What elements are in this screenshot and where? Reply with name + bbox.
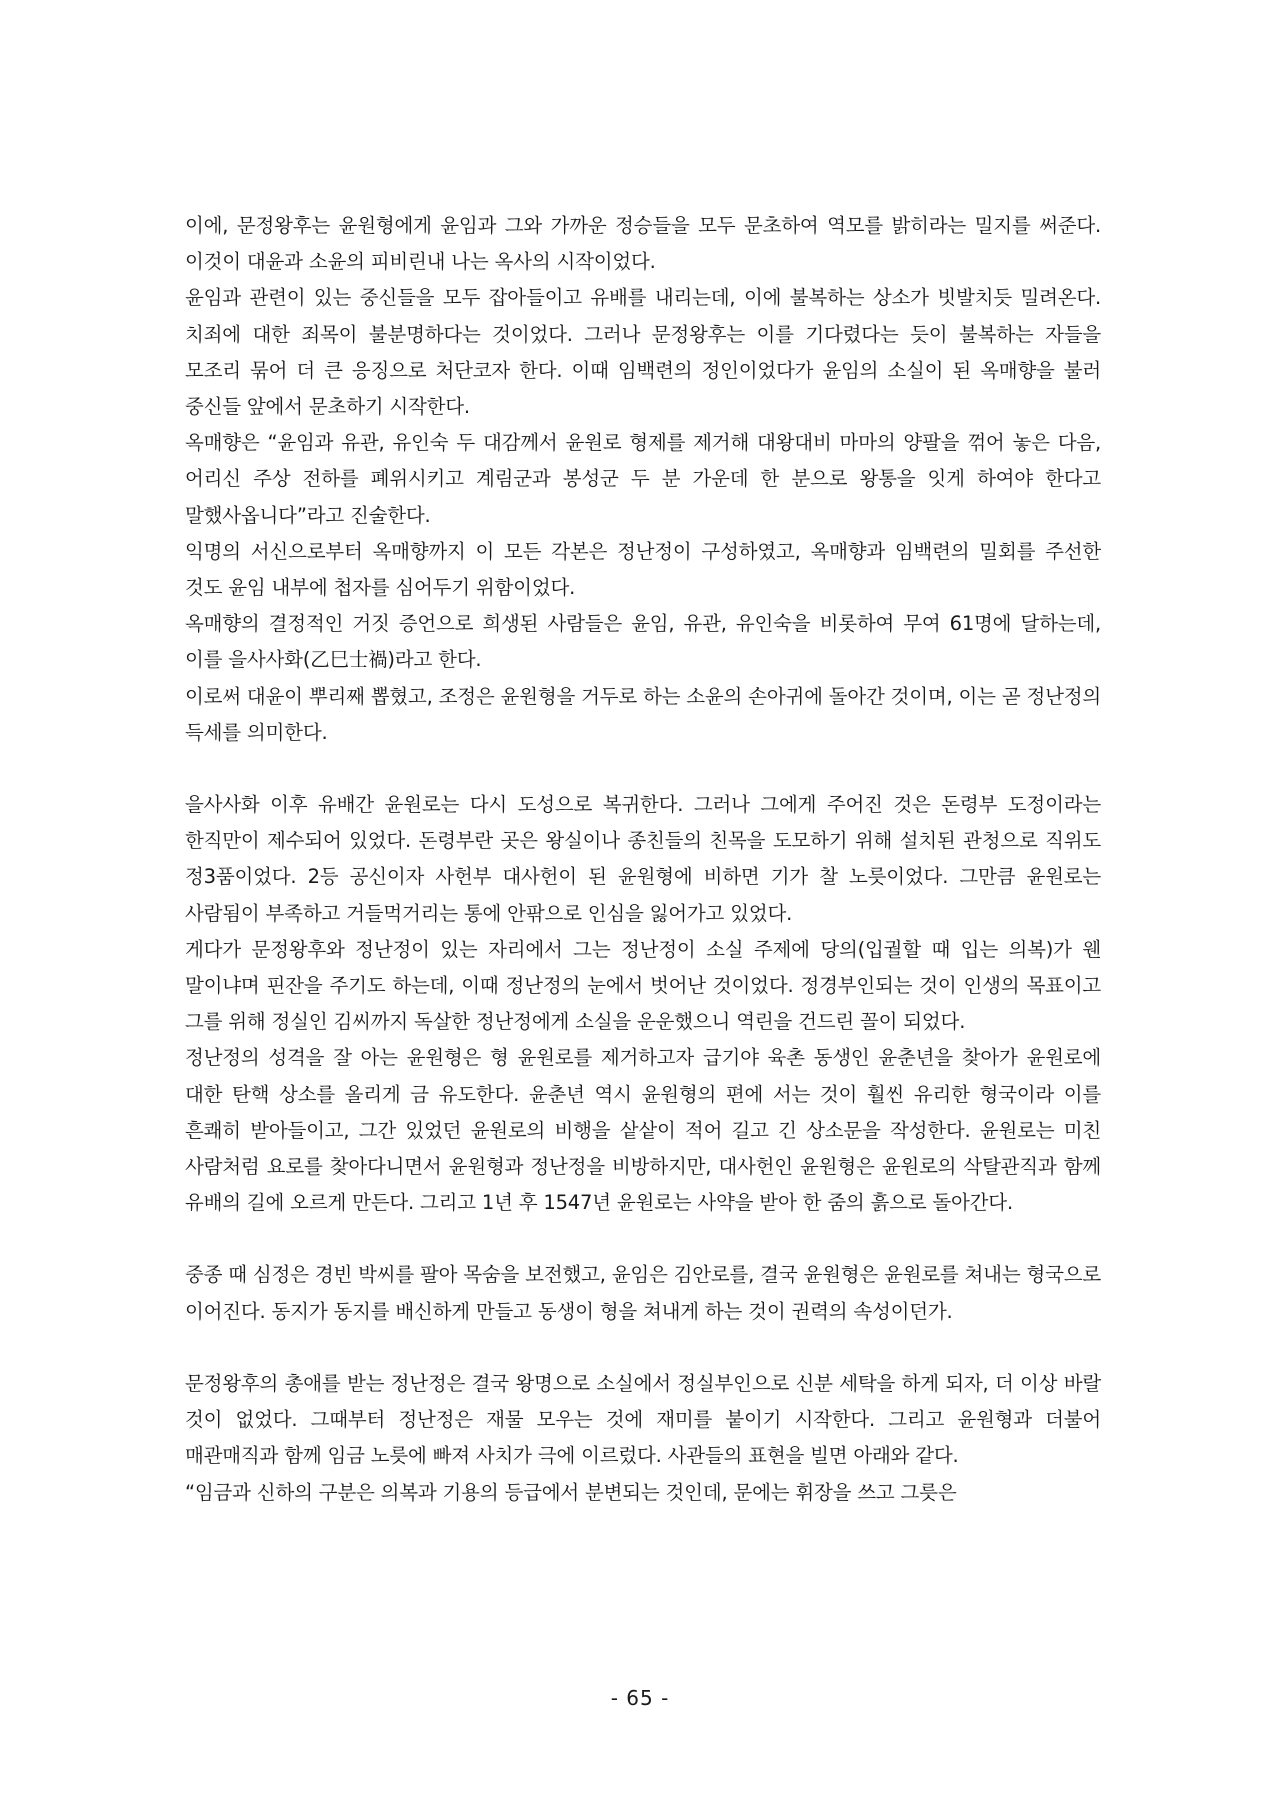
paragraph: 을사사화 이후 유배간 윤원로는 다시 도성으로 복귀한다. 그러나 그에게 주어진 것은 돈령부 도정이라는 한직만이 제수되어 있었다. 돈령부란 곳은 왕실이나 종친들의 친목을 도모하기 위해 설치된 관청으로 직위도 정3품이었다. 2등 공신이자 사헌부 대사헌이 된 윤원형에 비하면 기가 찰 노릇이었다. 그만큼 윤원로는 사람됨이 부족하고 거들먹거리는 통에 안팎으로 인심을 잃어가고 있었다. (185, 793, 1101, 925)
paragraph: 익명의 서신으로부터 옥매향까지 이 모든 각본은 정난정이 구성하였고, 옥매향과 임백련의 밀회를 주선한 것도 윤임 내부에 첩자를 심어두기 위함이었다. (185, 539, 1101, 600)
paragraph: 윤임과 관련이 있는 중신들을 모두 잡아들이고 유배를 내리는데, 이에 불복하는 상소가 빗발치듯 밀려온다. 치죄에 대한 죄목이 불분명하다는 것이었다. 그러나 문정왕후는 이를 기다렸다는 듯이 불복하는 자들을 모조리 묶어 더 큰 응징으로 처단코자 한다. 이때 임백련의 정인이었다가 윤임의 소실이 된 옥매향을 불러 중신들 앞에서 문초하기 시작한다. (185, 286, 1101, 419)
paragraph: 중종 때 심정은 경빈 박씨를 팔아 목숨을 보전했고, 윤임은 김안로를, 결국 윤원형은 윤원로를 쳐내는 형국으로 이어진다. 동지가 동지를 배신하게 만들고 동생이 형을 쳐내게 하는 것이 권력의 속성이던가. (185, 1263, 1102, 1323)
paragraph: 이에, 문정왕후는 윤원형에게 윤임과 그와 가까운 정승들을 모두 문초하여 역모를 밝히라는 밀지를 써준다. 이것이 대윤과 소윤의 피비린내 나는 옥사의 시작이었다. (185, 214, 1101, 274)
paragraph: 옥매향의 결정적인 거짓 증언으로 희생된 사람들은 윤임, 유관, 유인숙을 비롯하여 무여 61명에 달하는데, 이를 을사사화(乙巳士禍)라고 한다. (185, 612, 1101, 672)
paragraph: 게다가 문정왕후와 정난정이 있는 자리에서 그는 정난정이 소실 주제에 당의(입궐할 때 입는 의복)가 웬 말이냐며 핀잔을 주기도 하는데, 이때 정난정의 눈에서 벗어난 것이었다. 정경부인되는 것이 인생의 목표이고 그를 위해 정실인 김씨까지 독살한 정난정에게 소실을 운운했으니 역린을 건드린 꼴이 되었다. (185, 937, 1101, 1034)
paragraph: 문정왕후의 총애를 받는 정난정은 결국 왕명으로 소실에서 정실부인으로 신분 세탁을 하게 되자, 더 이상 바랄 것이 없었다. 그때부터 정난정은 재물 모우는 것에 재미를 붙이기 시작한다. 그리고 윤원형과 더불어 매관매직과 함께 임금 노릇에 빠져 사치가 극에 이르렀다. 사관들의 표현을 빌면 아래와 같다. (185, 1371, 1101, 1468)
page-number: - 65 - (610, 1686, 670, 1710)
paragraph-gap (185, 1221, 1101, 1257)
paragraph: “임금과 신하의 구분은 의복과 기용의 등급에서 분변되는 것인데, 문에는 휘장을 쓰고 그릇은 (185, 1480, 957, 1504)
paragraph: 정난정의 성격을 잘 아는 윤원형은 형 윤원로를 제거하고자 급기야 육촌 동생인 윤춘년을 찾아가 윤원로에 대한 탄핵 상소를 올리게 금 유도한다. 윤춘년 역시 윤원형의 편에 서는 것이 훨씬 유리한 형국이라 이를 흔쾌히 받아들이고, 그간 있었던 윤원로의 비행을 샅샅이 적어 길고 긴 상소문을 작성한다. 윤원로는 미친 사람처럼 요로를 찾아다니면서 윤원형과 정난정을 비방하지만, 대사헌인 윤원형은 윤원로의 삭탈관직과 함께 유배의 길에 오르게 만든다. 그리고 1년 후 1547년 윤원로는 사약을 받아 한 줌의 흙으로 돌아간다. (185, 1046, 1102, 1215)
paragraph-gap (185, 751, 1101, 787)
body-text (185, 208, 1101, 1511)
paragraph: 이로써 대윤이 뿌리째 뽑혔고, 조정은 윤원형을 거두로 하는 소윤의 손아귀에 돌아간 것이며, 이는 곧 정난정의 득세를 의미한다. (185, 684, 1102, 744)
paragraph: 옥매향은 “윤임과 유관, 유인숙 두 대감께서 윤원로 형제를 제거해 대왕대비 마마의 양팔을 꺾어 놓은 다음, 어리신 주상 전하를 폐위시키고 계림군과 봉성군 두 분 가운데 한 분으로 왕통을 잇게 하여야 한다고 말했사옵니다”라고 진술한다. (185, 431, 1101, 527)
paragraph-gap (185, 1330, 1101, 1366)
